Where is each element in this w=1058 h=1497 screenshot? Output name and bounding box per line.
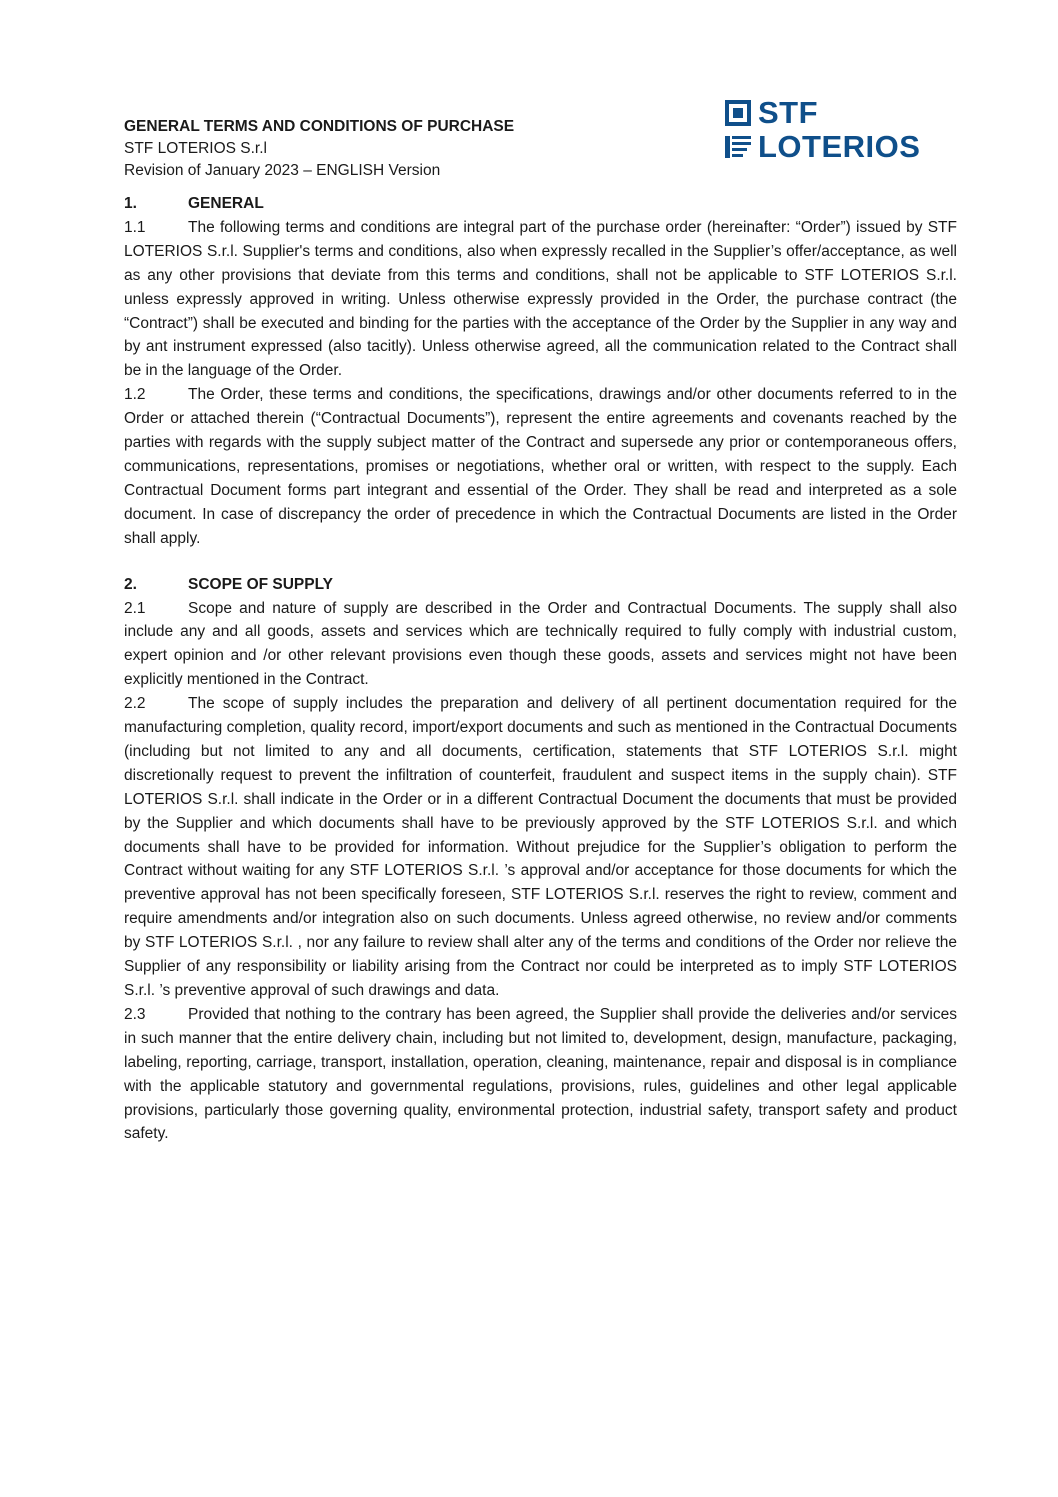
paragraph-number: 2.3 — [124, 1005, 146, 1023]
paragraph-text: The Order, these terms and conditions, the specifications, drawings and/or other documents referred to in the Order or attached therein (“Contractual Documents”), represent the entire agreements and covenants reached by the parties with regards with the supply subject matter of the Contract and supersede any prior or contemporaneous offers, communications, representations, promises or negotiations, whether oral or written, with respect to the supply. Each Contractual Document forms part integrant and essential of the Order. They shall be read and interpreted as a sole document. In case of discrepancy the order of precedence in which the Contractual Documents are listed in the Order shall apply. — [124, 386, 957, 547]
paragraph-number: 1.2 — [124, 386, 146, 404]
paragraph-number: 1.1 — [124, 218, 146, 236]
section-title: GENERAL — [188, 195, 264, 212]
section-number: 1. — [124, 195, 137, 212]
paragraph-number: 2.1 — [124, 599, 146, 617]
paragraph-text: Scope and nature of supply are described in the Order and Contractual Documents. The supply shall also include any and all goods, assets and services which are technically required to fully comply with industrial custom, expert opinion and /or other relevant provisions even though these goods, assets and services might not have been explicitly mentioned in the Contract. — [124, 599, 957, 689]
paragraph-text: The scope of supply includes the preparation and delivery of all pertinent documentation required for the manufacturing completion, quality record, import/export documents and such as mentioned in the Contractual Documents (including but not limited to any and all documents, certification, statements that STF LOTERIOS S.r.l. might discretionally request to prevent the infiltration of counterfeit, fraudulent and suspect items in the supply chain). STF LOTERIOS S.r.l. shall indicate in the Order or in a different Contractual Document the documents that must be provided by the Supplier and which documents shall have to be previously approved by the STF LOTERIOS S.r.l. and which documents shall have to be provided for information. Without prejudice for the Supplier’s obligation to perform the Contract without waiting for any STF LOTERIOS S.r.l. ’s approval and/or acceptance for those documents for which the preventive approval has not been specifically foreseen, STF LOTERIOS S.r.l. reserves the right to review, comment and require amendments and/or integration also on such documents. Unless agreed otherwise, no review and/or comments by STF LOTERIOS S.r.l. , nor any failure to review shall alter any of the terms and conditions of the Order nor relieve the Supplier of any responsibility or liability arising from the Contract nor could be interpreted as to imply STF LOTERIOS S.r.l. ’s preventive approval of such drawings and data. — [124, 695, 957, 999]
paragraph-number: 2.2 — [124, 695, 146, 713]
document-title: GENERAL TERMS AND CONDITIONS OF PURCHASE — [124, 118, 515, 135]
logo-row-top — [724, 96, 818, 130]
document-body — [124, 192, 957, 1168]
section-general — [124, 192, 957, 551]
section-title: SCOPE OF SUPPLY — [188, 575, 333, 593]
paragraph-text: The following terms and conditions are integral part of the purchase order (hereinafter: “Order”) issued by STF LOTERIOS S.r.l. Supplier's terms and conditions, also when expressly recalled in the Supplier’s offer/acceptance, as well as any other provisions that deviate from this terms and conditions, shall not be applicable to STF LOTERIOS S.r.l. unless expressly approved in writing. Unless otherwise expressly provided in the Order, the purchase contract (the “Contract”) shall be executed and binding for the parties with the acceptance of the Order by the Supplier in any way and by ant instrument expressed (also tacitly). Unless otherwise agreed, all the communication related to the Contract shall be in the language of the Order. — [124, 218, 957, 380]
revision-line: Revision of January 2023 – ENGLISH Version — [124, 162, 441, 179]
section-heading — [124, 573, 957, 597]
logo-text-line1: STF — [758, 95, 819, 130]
logo-square-mark-icon — [724, 99, 752, 127]
section-number: 2. — [124, 575, 137, 593]
section-scope-of-supply — [124, 573, 957, 1147]
section-heading — [124, 192, 957, 216]
paragraph — [124, 216, 957, 383]
company-name: STF LOTERIOS S.r.l — [124, 140, 267, 157]
logo-text-line2: LOTERIOS — [758, 129, 921, 164]
document-header — [124, 116, 624, 182]
logo-stripes-mark-icon — [724, 133, 752, 161]
paragraph — [124, 597, 957, 693]
paragraph — [124, 692, 957, 1003]
paragraph — [124, 383, 957, 550]
logo-row-bottom — [724, 130, 920, 164]
paragraph — [124, 1003, 957, 1146]
company-logo — [724, 94, 954, 166]
paragraph-text: Provided that nothing to the contrary has been agreed, the Supplier shall provide the deliveries and/or services in such manner that the entire delivery chain, including but not limited to, development, design, manufacture, packaging, labeling, reporting, carriage, transport, installation, operation, cleaning, maintenance, repair and disposal is in compliance with the applicable statutory and governmental regulations, provisions, rules, guidelines and other legal applicable provisions, particularly those governing quality, environmental protection, industrial safety, transport safety and product safety. — [124, 1005, 957, 1143]
